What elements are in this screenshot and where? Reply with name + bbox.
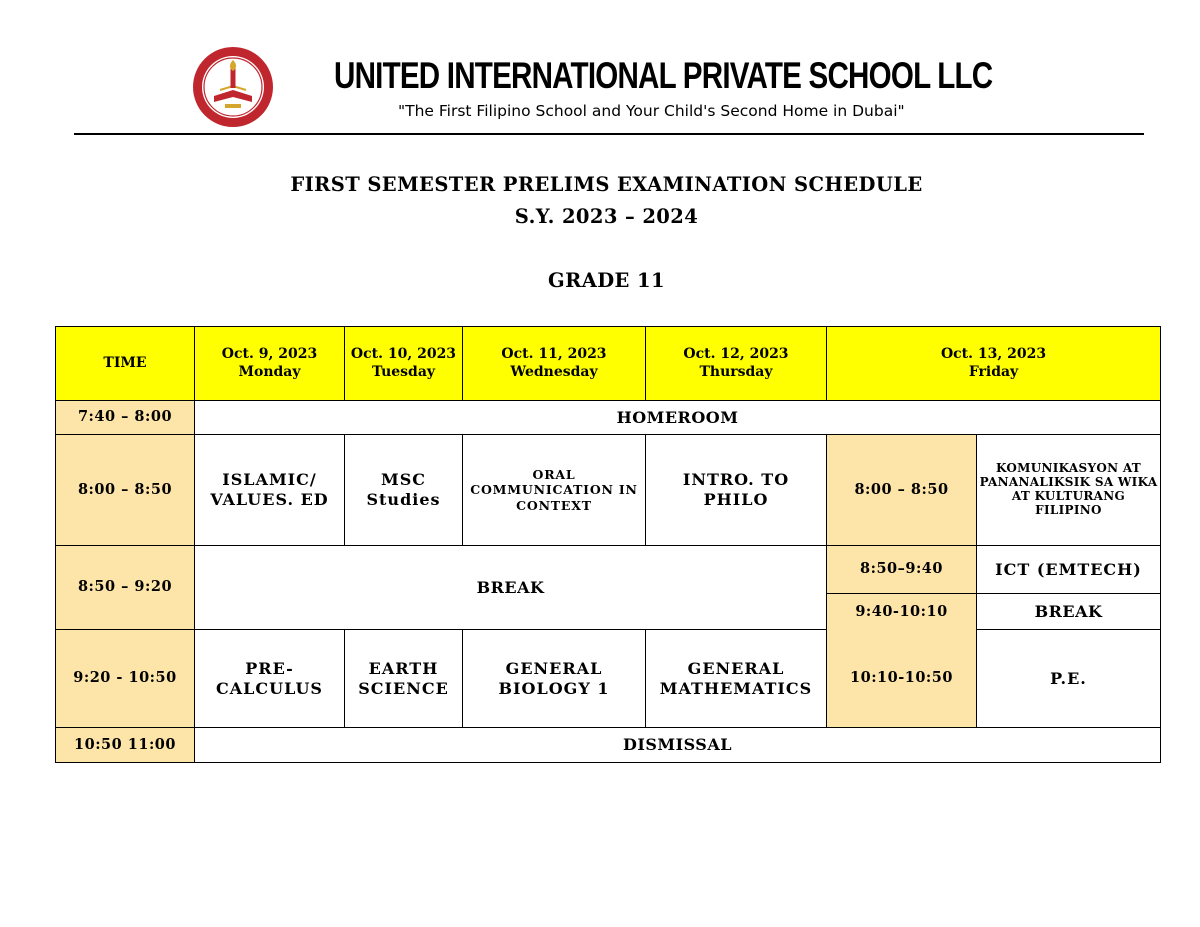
time-header: TIME (56, 327, 195, 401)
friday-subject-cell: BREAK (977, 594, 1161, 630)
day-date: Oct. 13, 2023 (940, 346, 1047, 362)
time-cell: 7:40 – 8:00 (56, 401, 195, 435)
day-date: Oct. 12, 2023 (683, 346, 789, 362)
day-name: Monday (238, 363, 301, 380)
friday-time-cell: 10:10-10:50 (827, 630, 977, 728)
school-tagline: "The First Filipino School and Your Child's Second Home in Dubai" (398, 102, 905, 120)
dismissal-label: DISMISSAL (195, 728, 1161, 763)
subject-cell: GENERAL MATHEMATICS (646, 630, 827, 728)
day-header-wednesday (463, 327, 646, 401)
subject-cell: INTRO. TO PHILO (646, 435, 827, 546)
day-header-monday (195, 327, 345, 401)
dismissal-row (56, 728, 1161, 763)
subject-cell: EARTH SCIENCE (345, 630, 463, 728)
friday-subject-cell: P.E. (977, 630, 1161, 728)
day-name: Thursday (699, 363, 773, 380)
day-date: Oct. 11, 2023 (501, 346, 607, 362)
homeroom-label: HOMEROOM (195, 401, 1161, 435)
day-date: Oct. 9, 2023 (221, 346, 318, 362)
friday-subject-cell: ICT (EMTECH) (977, 546, 1161, 594)
day-header-tuesday (345, 327, 463, 401)
subject-cell: ISLAMIC/ VALUES. ED (195, 435, 345, 546)
break-label: BREAK (195, 546, 827, 630)
time-cell: 8:00 – 8:50 (56, 435, 195, 546)
time-cell: 10:50 11:00 (56, 728, 195, 763)
day-date: Oct. 10, 2023 (350, 346, 457, 362)
header-divider (74, 133, 1144, 135)
day-name: Tuesday (371, 363, 436, 380)
break-row-a (56, 546, 1161, 594)
grade-level: GRADE 11 (548, 269, 665, 292)
day-header-thursday (646, 327, 827, 401)
subject-cell: PRE-CALCULUS (195, 630, 345, 728)
school-name: UNITED INTERNATIONAL PRIVATE SCHOOL LLC (334, 55, 993, 96)
school-seal-icon (192, 46, 274, 128)
time-cell: 9:20 - 10:50 (56, 630, 195, 728)
homeroom-row (56, 401, 1161, 435)
subject-cell: GENERAL BIOLOGY 1 (463, 630, 646, 728)
subject-cell: MSC Studies (345, 435, 463, 546)
header-row (56, 327, 1161, 401)
friday-time-cell: 8:50–9:40 (827, 546, 977, 594)
friday-time-cell: 9:40-10:10 (827, 594, 977, 630)
time-cell: 8:50 – 9:20 (56, 546, 195, 630)
day-header-friday (827, 327, 1161, 401)
friday-subject-cell: KOMUNIKASYON AT PANANALIKSIK SA WIKA AT KULTURANG FILIPINO (977, 435, 1161, 546)
subject-cell: ORAL COMMUNICATION IN CONTEXT (463, 435, 646, 546)
school-year: S.Y. 2023 – 2024 (514, 205, 699, 228)
day-name: Wednesday (510, 363, 598, 380)
exam-schedule-table (55, 326, 1161, 763)
first-block-row (56, 435, 1161, 546)
day-name: Friday (968, 363, 1019, 380)
second-block-row (56, 630, 1161, 728)
friday-time-cell: 8:00 – 8:50 (827, 435, 977, 546)
document-title: FIRST SEMESTER PRELIMS EXAMINATION SCHEDULE (290, 173, 923, 196)
